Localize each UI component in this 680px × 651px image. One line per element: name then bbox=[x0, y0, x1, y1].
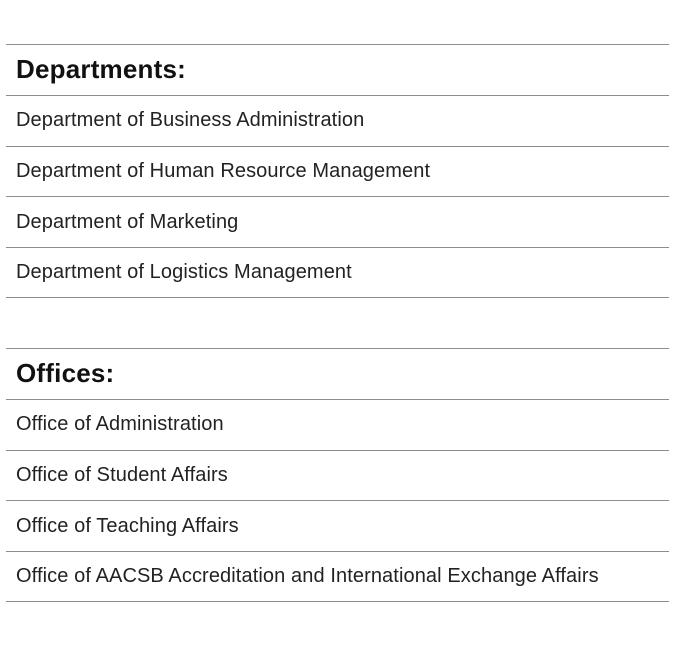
departments-list bbox=[6, 44, 669, 298]
office-aacsb-international-exchange-link[interactable]: Office of AACSB Accreditation and International Exchange Affairs bbox=[6, 551, 669, 602]
department-logistics-management-link[interactable]: Department of Logistics Management bbox=[6, 247, 669, 298]
office-student-affairs-link[interactable]: Office of Student Affairs bbox=[6, 450, 669, 501]
office-administration-link[interactable]: Office of Administration bbox=[6, 399, 669, 450]
office-teaching-affairs-link[interactable]: Office of Teaching Affairs bbox=[6, 500, 669, 551]
department-marketing-link[interactable]: Department of Marketing bbox=[6, 196, 669, 247]
department-human-resource-management-link[interactable]: Department of Human Resource Management bbox=[6, 146, 669, 197]
offices-heading: Offices: bbox=[6, 348, 669, 399]
department-business-administration-link[interactable]: Department of Business Administration bbox=[6, 95, 669, 146]
offices-list bbox=[6, 348, 669, 602]
departments-heading: Departments: bbox=[6, 44, 669, 95]
